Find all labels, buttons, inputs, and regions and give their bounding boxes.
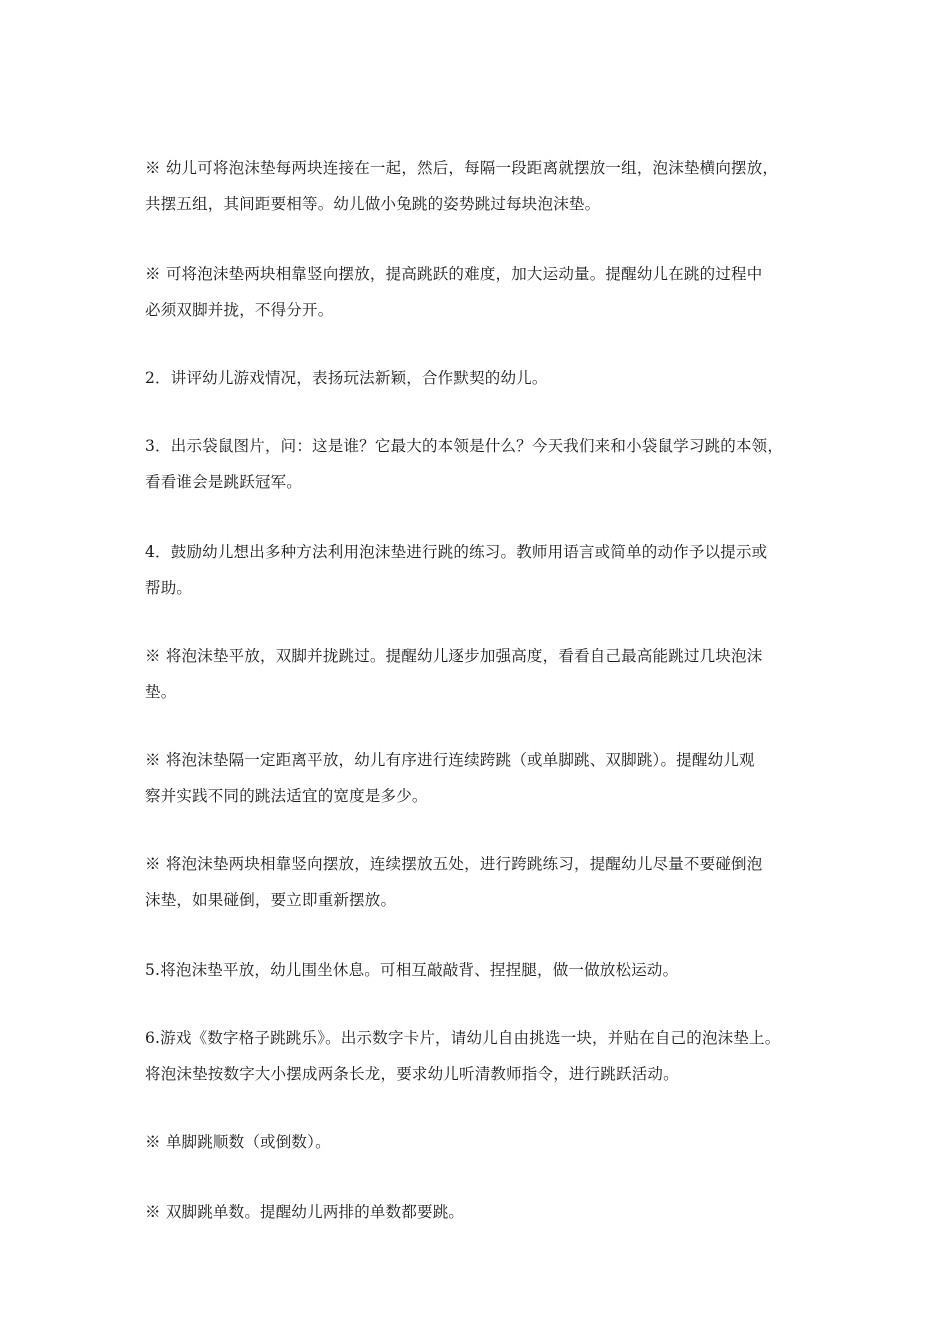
paragraph-5 — [145, 534, 810, 606]
paragraph-line: 必须双脚并拢，不得分开。 — [145, 301, 334, 319]
paragraph-12 — [145, 1194, 810, 1230]
paragraph-line: ※ 将泡沫垫隔一定距离平放，幼儿有序进行连续跨跳（或单脚跳、双脚跳）。提醒幼儿观 — [145, 751, 755, 769]
paragraph-line: 将泡沫垫按数字大小摆成两条长龙，要求幼儿听清教师指令，进行跳跃活动。 — [145, 1065, 679, 1083]
paragraph-line: 2．讲评幼儿游戏情况，表扬玩法新颖，合作默契的幼儿。 — [145, 369, 548, 387]
paragraph-10 — [145, 1020, 810, 1092]
paragraph-line: ※ 可将泡沫垫两块相靠竖向摆放，提高跳跃的难度，加大运动量。提醒幼儿在跳的过程中 — [145, 265, 763, 283]
paragraph-line: 垫。 — [145, 683, 177, 701]
paragraph-line: 4．鼓励幼儿想出多种方法利用泡沫垫进行跳的练习。教师用语言或简单的动作予以提示或 — [145, 543, 768, 561]
paragraph-line: 看看谁会是跳跃冠军。 — [145, 473, 303, 491]
paragraph-6 — [145, 638, 810, 710]
paragraph-3 — [145, 360, 810, 396]
paragraph-line: 察并实践不同的跳法适宜的宽度是多少。 — [145, 787, 428, 805]
paragraph-line: ※ 将泡沫垫平放，双脚并拢跳过。提醒幼儿逐步加强高度，看看自己最高能跳过几块泡沫 — [145, 647, 763, 665]
paragraph-line: ※ 将泡沫垫两块相靠竖向摆放，连续摆放五处，进行跨跳练习，提醒幼儿尽量不要碰倒泡 — [145, 855, 763, 873]
paragraph-9 — [145, 952, 810, 988]
paragraph-line: 沫垫，如果碰倒，要立即重新摆放。 — [145, 891, 397, 909]
paragraph-8 — [145, 846, 810, 918]
paragraph-line: 3．出示袋鼠图片，问：这是谁？它最大的本领是什么？今天我们来和小袋鼠学习跳的本领， — [145, 437, 784, 455]
paragraph-line: ※ 幼儿可将泡沫垫每两块连接在一起，然后，每隔一段距离就摆放一组，泡沫垫横向摆放， — [145, 159, 779, 177]
paragraph-line: 帮助。 — [145, 579, 193, 597]
paragraph-11 — [145, 1124, 810, 1160]
paragraph-line: 5.将泡沫垫平放，幼儿围坐休息。可相互敲敲背、捏捏腿，做一做放松运动。 — [145, 961, 679, 979]
paragraph-line: ※ 单脚跳顺数（或倒数）。 — [145, 1133, 331, 1151]
paragraph-line: 6.游戏《数字格子跳跳乐》。出示数字卡片，请幼儿自由挑选一块，并贴在自己的泡沫垫上。 — [145, 1029, 781, 1047]
paragraph-line: ※ 双脚跳单数。提醒幼儿两排的单数都要跳。 — [145, 1203, 465, 1221]
paragraph-line: 共摆五组，其间距要相等。幼儿做小兔跳的姿势跳过每块泡沫垫。 — [145, 195, 601, 213]
paragraph-1 — [145, 150, 810, 222]
paragraph-2 — [145, 256, 810, 328]
paragraph-4 — [145, 428, 810, 500]
paragraph-7 — [145, 742, 810, 814]
